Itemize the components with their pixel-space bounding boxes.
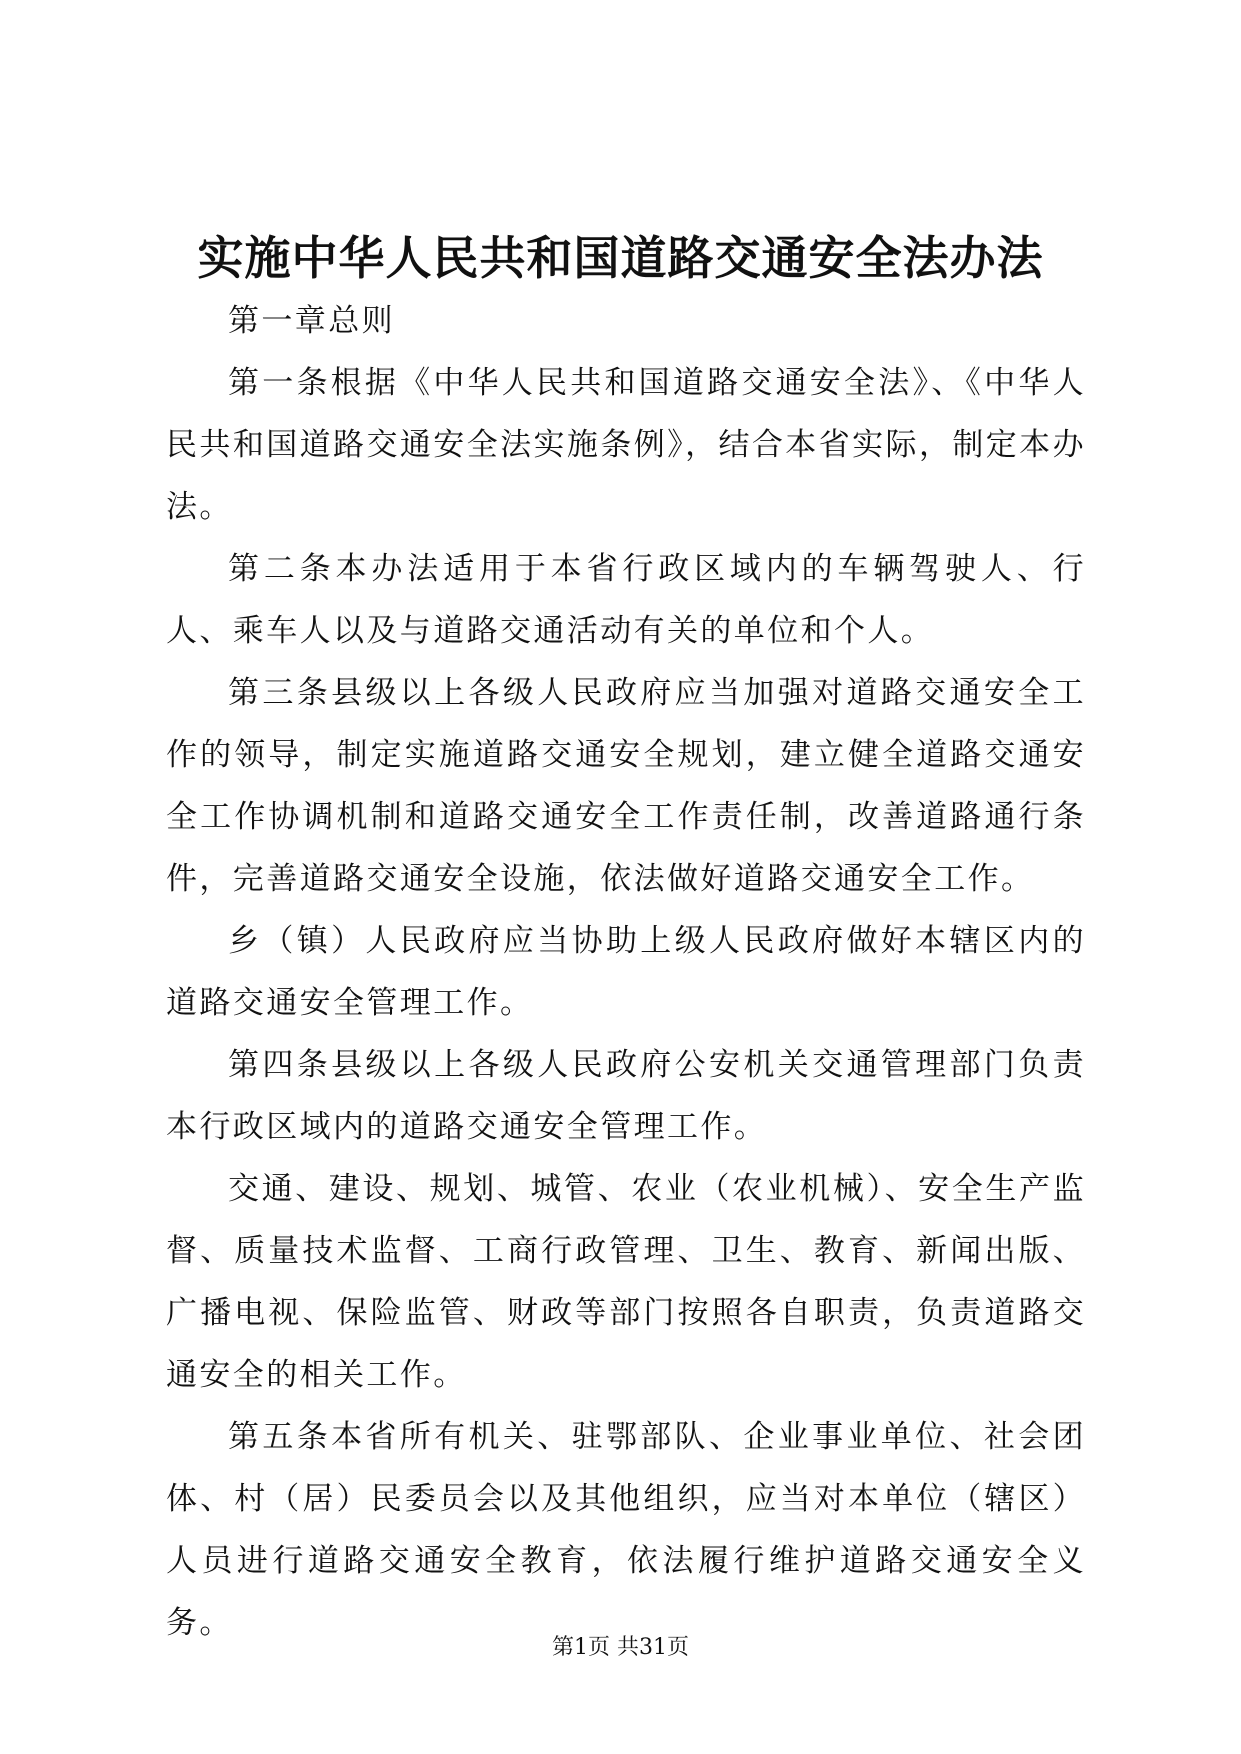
article-1: 第一条根据《中华人民共和国道路交通安全法》、《中华人民共和国道路交通安全法实施条例》，结合本省实际，制定本办法。 <box>166 365 1086 525</box>
page-number-footer: 第1页 共31页 <box>552 1635 689 1660</box>
article-5: 第五条本省所有机关、驻鄂部队、企业事业单位、社会团体、村（居）民委员会以及其他组织，应当对本单位（辖区）人员进行道路交通安全教育，依法履行维护道路交通安全义务。 <box>166 1419 1086 1641</box>
document-body <box>166 290 1086 1654</box>
article-2: 第二条本办法适用于本省行政区域内的车辆驾驶人、行人、乘车人以及与道路交通活动有关的单位和个人。 <box>166 551 1086 649</box>
article-3: 第三条县级以上各级人民政府应当加强对道路交通安全工作的领导，制定实施道路交通安全规划，建立健全道路交通安全工作协调机制和道路交通安全工作责任制，改善道路通行条件，完善道路交通安全设施，依法做好道路交通安全工作。 <box>166 675 1086 897</box>
page-title: 实施中华人民共和国道路交通安全法办法 <box>197 231 1044 285</box>
article-4: 第四条县级以上各级人民政府公安机关交通管理部门负责本行政区域内的道路交通安全管理工作。 <box>166 1047 1086 1145</box>
chapter-heading: 第一章总则 <box>228 303 395 339</box>
article-3-township: 乡（镇）人民政府应当协助上级人民政府做好本辖区内的道路交通安全管理工作。 <box>166 923 1086 1021</box>
article-4-departments: 交通、建设、规划、城管、农业（农业机械）、安全生产监督、质量技术监督、工商行政管理、卫生、教育、新闻出版、广播电视、保险监管、财政等部门按照各自职责，负责道路交通安全的相关工作。 <box>166 1171 1086 1393</box>
